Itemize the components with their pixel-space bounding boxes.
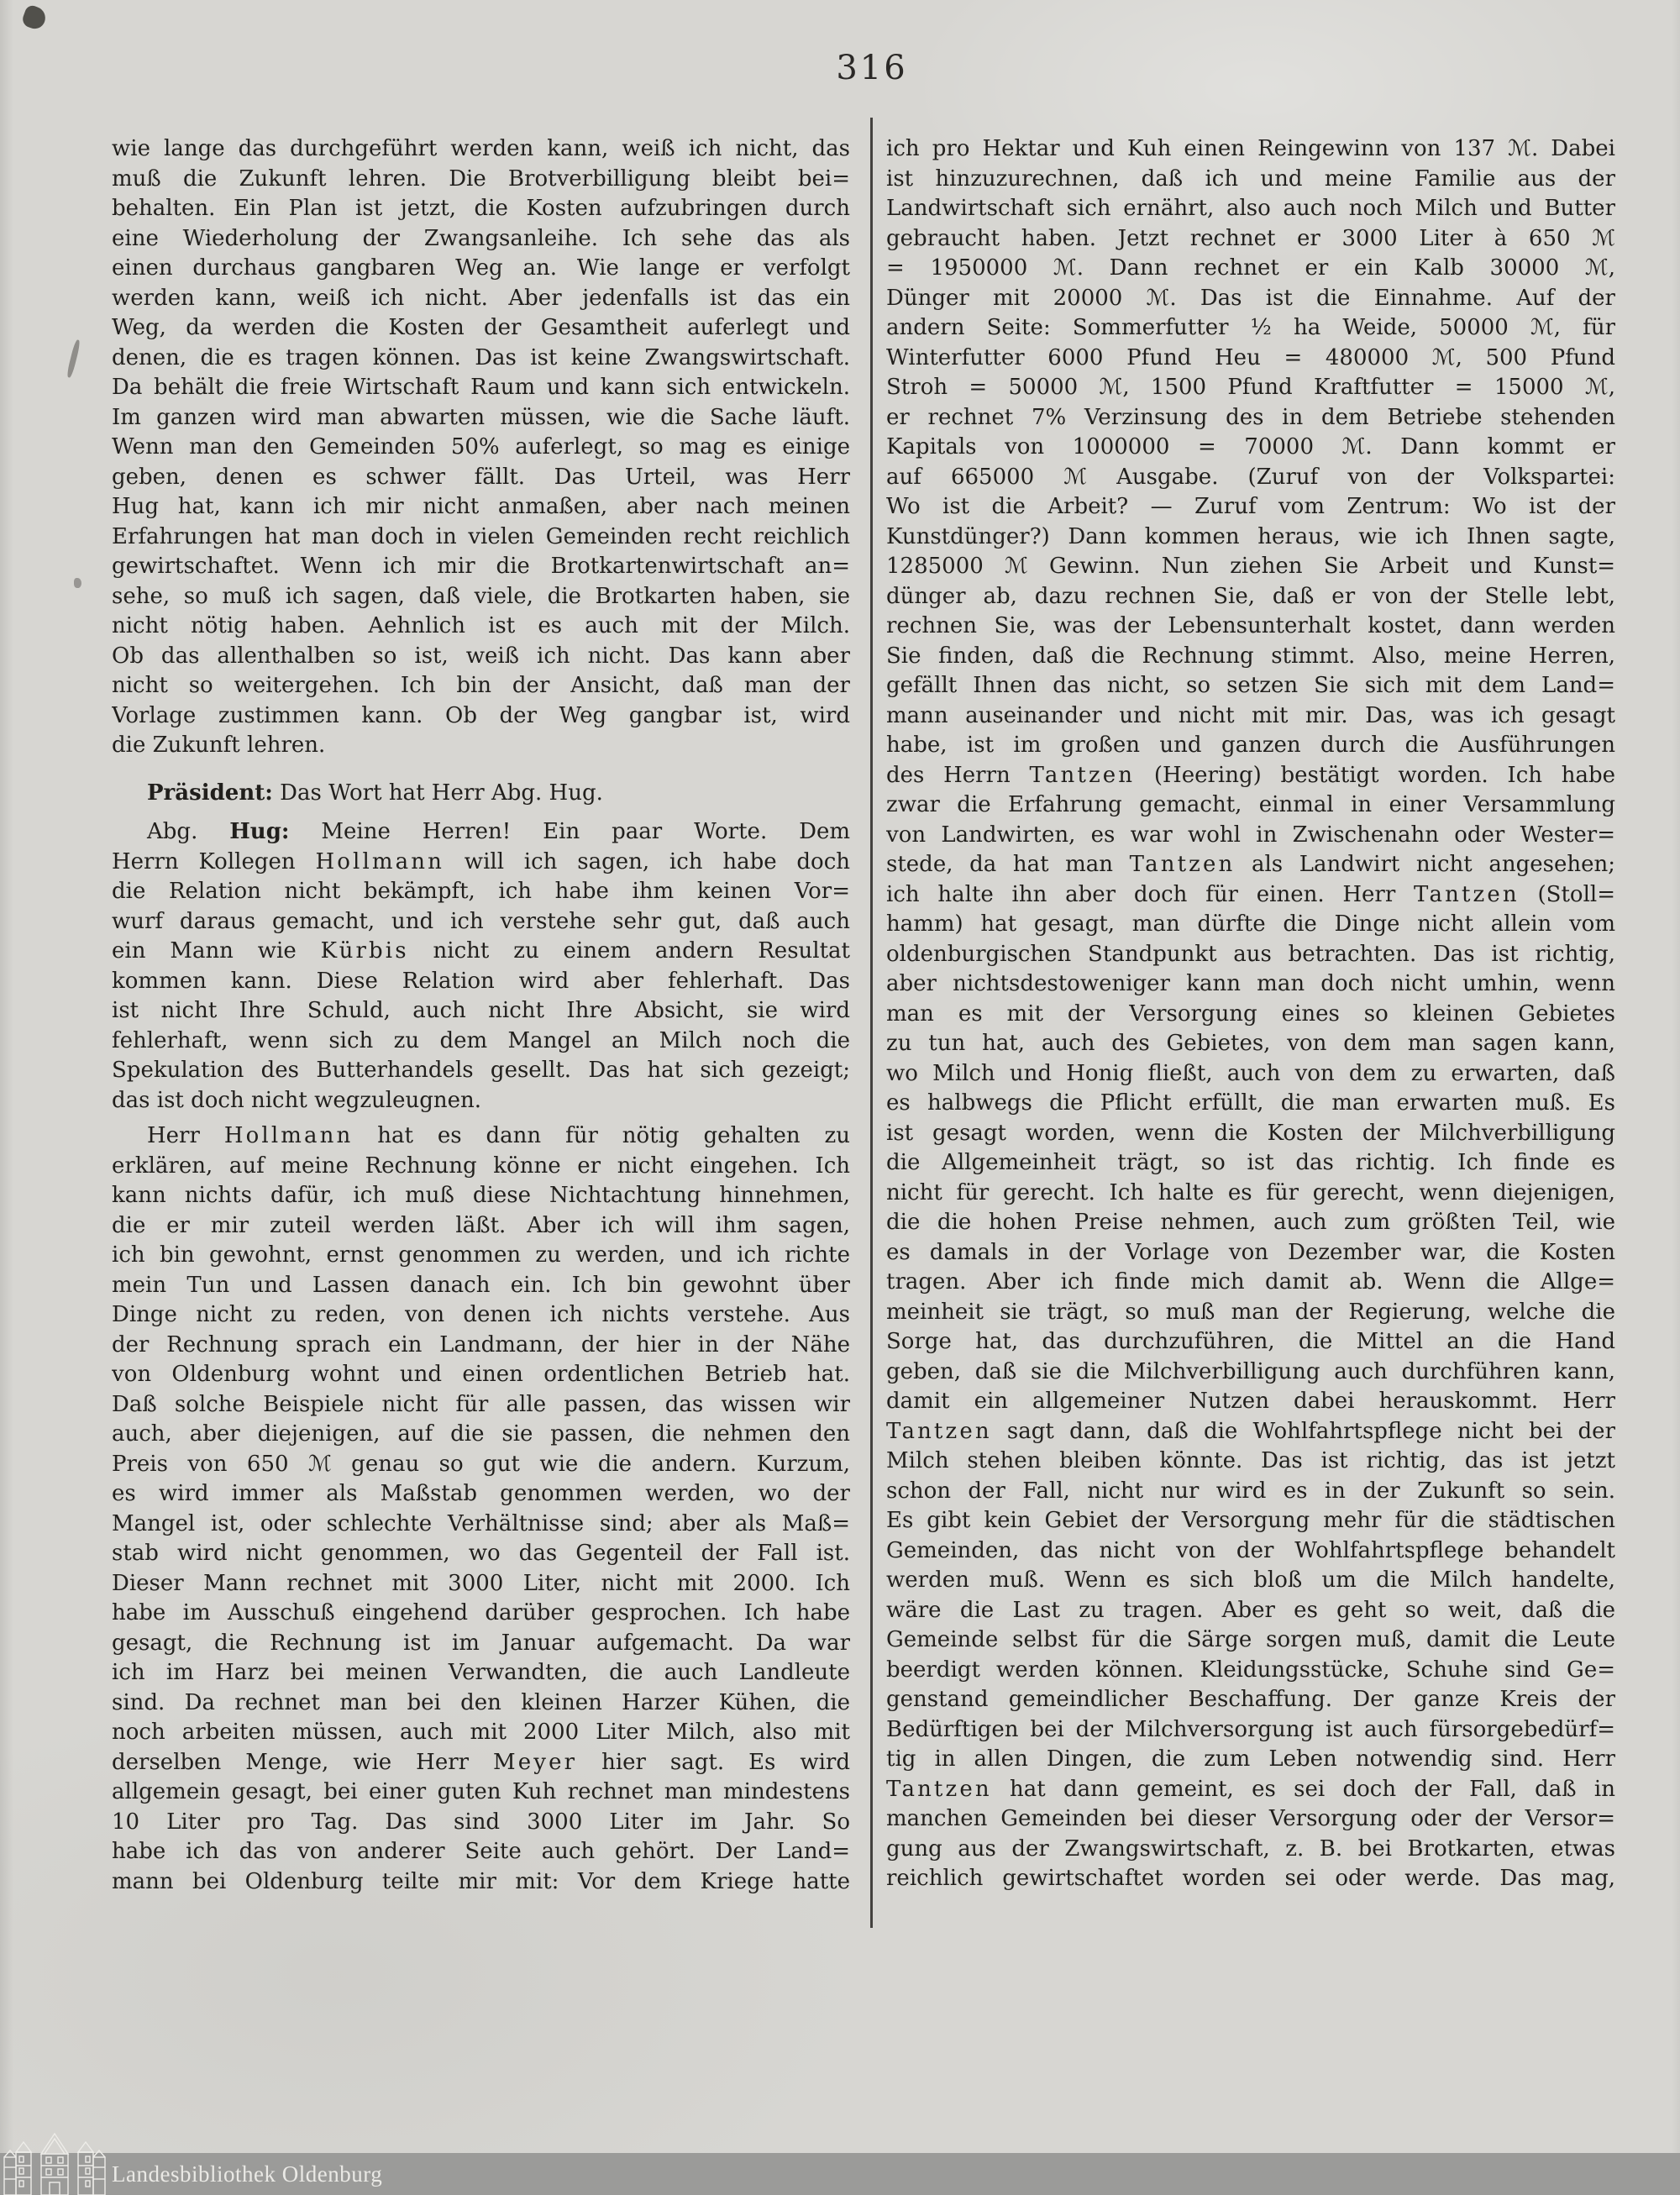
text-line: dünger ab, dazu rechnen Sie, daß er von der Stelle lebt, xyxy=(886,583,1615,609)
text-line: des Herrn Tantzen (Heering) bestätigt worden. Ich habe xyxy=(886,762,1615,788)
text-line: gewirtschaftet. Wenn ich mir die Brotkartenwirtschaft an= xyxy=(112,554,850,579)
text-line: beerdigt werden können. Kleidungsstücke, Schuhe sind Ge= xyxy=(886,1657,1615,1683)
text-line: geben, daß sie die Milchverbilligung auch durchführen kann, xyxy=(886,1358,1615,1384)
text-line: wurf daraus gemacht, und ich verstehe sehr gut, daß auch xyxy=(112,908,850,934)
text-line: damit ein allgemeiner Nutzen dabei herauskommt. Herr xyxy=(886,1389,1615,1414)
text-line: Stroh = 50000 ℳ, 1500 Pfund Kraftfutter = 15000 ℳ, xyxy=(886,375,1615,400)
text-line: Dieser Mann rechnet mit 3000 Liter, nicht mit 2000. Ich xyxy=(112,1570,850,1596)
text-line: = 1950000 ℳ. Dann rechnet er ein Kalb 30000 ℳ, xyxy=(886,255,1615,281)
text-line: Landwirtschaft sich ernährt, also auch noch Milch und Butter xyxy=(886,196,1615,221)
text-line: Wenn man den Gemeinden 50% auferlegt, so mag es einige xyxy=(112,434,850,459)
text-line: habe, ist im großen und ganzen durch die Ausführungen xyxy=(886,733,1615,758)
text-line: auch, aber diejenigen, auf die sie passen, die nehmen den xyxy=(112,1421,850,1447)
text-line: gefällt Ihnen das nicht, so setzen Sie sich mit dem Land= xyxy=(886,673,1615,698)
text-line: ist hinzuzurechnen, daß ich und meine Familie aus der xyxy=(886,165,1615,192)
text-line: aber nichtsdestoweniger kann man doch nicht umhin, wenn xyxy=(886,971,1615,996)
text-line: ich pro Hektar und Kuh einen Reingewinn von 137 ℳ. Dabei xyxy=(886,136,1615,161)
text-line: die Zukunft lehren. xyxy=(112,733,326,758)
paper-speck xyxy=(74,578,81,588)
text-line: mann bei Oldenburg teilte mir mit: Vor dem Kriege hatte xyxy=(112,1868,850,1894)
text-line: reichlich gewirtschaftet worden sei oder werde. Das mag, xyxy=(886,1866,1615,1891)
text-line: er rechnet 7% Verzinsung des in dem Betriebe stehenden xyxy=(886,404,1615,430)
emphasized-name: Tantzen xyxy=(886,1418,992,1444)
text-line: es damals in der Vorlage von Dezember war, die Kosten xyxy=(886,1239,1615,1265)
text-line: Bedürftigen bei der Milchversorgung ist auch fürsorgebedürf= xyxy=(886,1716,1615,1742)
text-line: 10 Liter pro Tag. Das sind 3000 Liter im Jahr. So xyxy=(112,1809,850,1835)
text-line: ist gesagt worden, wenn die Kosten der Milchverbilligung xyxy=(886,1120,1615,1146)
text-line: Weg, da werden die Kosten der Gesamtheit auferlegt und xyxy=(112,315,850,340)
library-building-icon xyxy=(3,2129,107,2195)
text-line: ich bin gewohnt, ernst genommen zu werden, und ich richte xyxy=(112,1242,850,1268)
text-line: werden muß. Wenn es sich bloß um die Milch handelte, xyxy=(886,1567,1615,1593)
text-line: geben, denen es schwer fällt. Das Urteil, was Herr xyxy=(112,464,850,490)
text-line: Daß solche Beispiele nicht für alle passen, das wissen wir xyxy=(112,1391,850,1417)
text-line: Es gibt kein Gebiet der Versorgung mehr für die städtischen xyxy=(886,1508,1615,1533)
text-line: noch arbeiten müssen, auch mit 2000 Liter Milch, also mit xyxy=(112,1720,850,1745)
text-line: rechnen Sie, was der Lebensunterhalt kostet, dann werden xyxy=(886,613,1615,638)
text-line: Dünger mit 20000 ℳ. Das ist die Einnahme. Auf der xyxy=(886,285,1615,311)
emphasized-name: Tantzen xyxy=(1414,881,1520,907)
emphasized-name: Tantzen xyxy=(1029,762,1136,788)
paragraph xyxy=(112,817,850,1116)
text-line: zu tun hat, auch des Gebietes, von dem man sagen kann, xyxy=(886,1031,1615,1056)
text-line: genstand gemeindlicher Beschaffung. Der ganze Kreis der xyxy=(886,1687,1615,1712)
emphasized-name: Hollmann xyxy=(223,1123,354,1148)
emphasized-name: Tantzen xyxy=(886,1776,992,1802)
paragraph xyxy=(112,1121,850,1897)
text-line: Da behält die freie Wirtschaft Raum und kann sich entwickeln. xyxy=(112,375,850,400)
text-line: man es mit der Versorgung eines so kleinen Gebietes xyxy=(886,1000,1615,1027)
text-line: die er mir zuteil werden läßt. Aber ich will ihm sagen, xyxy=(112,1212,850,1238)
text-line: Im ganzen wird man abwarten müssen, wie die Sache läuft. xyxy=(112,404,850,430)
text-line: die die hohen Preise nehmen, auch zum größten Teil, wie xyxy=(886,1210,1615,1235)
text-line: Erfahrungen hat man doch in vielen Gemeinden recht reichlich xyxy=(112,523,850,549)
text-line: Herrn Kollegen Hollmann will ich sagen, ich habe doch xyxy=(112,848,850,874)
text-line: gesagt, die Rechnung ist im Januar aufgemacht. Da war xyxy=(112,1630,850,1656)
text-line: mann auseinander und nicht mit mir. Das, was ich gesagt xyxy=(886,702,1615,728)
text-line: stede, da hat man Tantzen als Landwirt nicht angesehen; xyxy=(886,852,1615,877)
text-line: 1285000 ℳ Gewinn. Nun ziehen Sie Arbeit und Kunst= xyxy=(886,554,1615,579)
text-line: Hug hat, kann ich mir nicht anmaßen, aber nach meinen xyxy=(112,494,850,519)
text-line: mein Tun und Lassen danach ein. Ich bin gewohnt über xyxy=(112,1272,850,1298)
text-line: Kunstdünger?) Dann kommen heraus, wie ich Ihnen sagte, xyxy=(886,523,1615,549)
text-line: nicht für gerecht. Ich halte es für gerecht, wenn diejenigen, xyxy=(886,1179,1615,1205)
text-line: Sorge hat, das durchzuführen, die Mittel an die Hand xyxy=(886,1329,1615,1354)
speaker-name: Hug: xyxy=(229,819,290,844)
text-line: wie lange das durchgeführt werden kann, weiß ich nicht, das xyxy=(112,136,850,161)
text-line: wo Milch und Honig fließt, auch von dem zu erwarten, daß xyxy=(886,1060,1615,1086)
text-line: Tantzen sagt dann, daß die Wohlfahrtspflege nicht bei der xyxy=(886,1418,1615,1444)
paragraph xyxy=(112,779,850,809)
text-line: denen, die es tragen können. Das ist keine Zwangswirtschaft. xyxy=(112,344,850,370)
text-line: ich im Harz bei meinen Verwandten, die auch Landleute xyxy=(112,1660,850,1685)
library-watermark-label: Landesbibliothek Oldenburg xyxy=(112,2161,383,2187)
text-line: Mangel ist, oder schlechte Verhältnisse sind; aber als Maß= xyxy=(112,1510,850,1536)
text-line: hamm) hat gesagt, man dürfte die Dinge nicht allein vom xyxy=(886,911,1615,937)
text-line: tig in allen Dingen, die zum Leben notwendig sind. Herr xyxy=(886,1746,1615,1772)
text-line: Präsident: Das Wort hat Herr Abg. Hug. xyxy=(147,780,603,806)
text-line: das ist doch nicht wegzuleugnen. xyxy=(112,1087,482,1113)
text-line: Herr Hollmann hat es dann für nötig gehalten zu xyxy=(147,1123,850,1148)
right-column xyxy=(886,134,1615,1894)
left-column xyxy=(112,134,850,1897)
text-line: Sie finden, daß die Rechnung stimmt. Also, meine Herren, xyxy=(886,643,1615,669)
text-line: oldenburgischen Standpunkt aus betrachten. Das ist richtig, xyxy=(886,941,1615,967)
text-line: stab wird nicht genommen, wo das Gegenteil der Fall ist. xyxy=(112,1541,850,1566)
speaker-name: Präsident: xyxy=(147,780,273,806)
text-line: Dinge nicht zu reden, von denen ich nichts verstehe. Aus xyxy=(112,1302,850,1327)
text-line: behalten. Ein Plan ist jetzt, die Kosten aufzubringen durch xyxy=(112,196,850,221)
text-line: Tantzen hat dann gemeint, es sei doch der Fall, daß in xyxy=(886,1776,1615,1802)
text-line: kann nichts dafür, ich muß diese Nichtachtung hinnehmen, xyxy=(112,1183,850,1208)
text-line: Ob das allenthalben so ist, weiß ich nicht. Das kann aber xyxy=(112,643,850,669)
emphasized-name: Hollmann xyxy=(315,848,445,874)
text-line: werden kann, weiß ich nicht. Aber jedenfalls ist das ein xyxy=(112,285,850,311)
text-line: Gemeinden, das nicht von der Wohlfahrtspflege behandelt xyxy=(886,1537,1615,1563)
text-line: Wo ist die Arbeit? — Zuruf vom Zentrum: Wo ist der xyxy=(886,494,1615,519)
text-line: von Landwirten, es war wohl in Zwischenahn oder Wester= xyxy=(886,822,1615,848)
text-line: auf 665000 ℳ Ausgabe. (Zuruf von der Volkspartei: xyxy=(886,464,1615,490)
text-line: erklären, auf meine Rechnung könne er nicht eingehen. Ich xyxy=(112,1153,850,1179)
text-line: manchen Gemeinden bei dieser Versorgung oder der Versor= xyxy=(886,1806,1615,1831)
text-line: Preis von 650 ℳ genau so gut wie die andern. Kurzum, xyxy=(112,1451,850,1477)
text-line: eine Wiederholung der Zwangsanleihe. Ich sehe das als xyxy=(112,225,850,251)
text-line: Abg. Hug: Meine Herren! Ein paar Worte. Dem xyxy=(147,819,850,844)
text-line: derselben Menge, wie Herr Meyer hier sagt. Es wird xyxy=(112,1749,850,1775)
text-line: kommen kann. Diese Relation wird aber fehlerhaft. Das xyxy=(112,968,850,994)
text-line: ich halte ihn aber doch für einen. Herr Tantzen (Stoll= xyxy=(886,881,1615,907)
text-line: andern Seite: Sommerfutter ½ ha Weide, 50000 ℳ, für xyxy=(886,315,1615,340)
emphasized-name: Kürbis xyxy=(320,938,409,964)
text-line: muß die Zukunft lehren. Die Brotverbilligung bleibt bei= xyxy=(112,165,850,192)
paragraph xyxy=(112,134,850,761)
column-divider-rule xyxy=(870,118,873,1928)
text-line: tragen. Aber ich finde mich damit ab. Wenn die Allge= xyxy=(886,1269,1615,1294)
text-line: allgemein gesagt, bei einer guten Kuh rechnet man mindestens xyxy=(112,1779,850,1804)
text-line: die Relation nicht bekämpft, ich habe ihm keinen Vor= xyxy=(112,879,850,904)
text-line: es halbwegs die Pflicht erfüllt, die man erwarten muß. Es xyxy=(886,1090,1615,1116)
text-line: die Allgemeinheit trägt, so ist das richtig. Ich finde es xyxy=(886,1150,1615,1175)
text-line: ein Mann wie Kürbis nicht zu einem andern Resultat xyxy=(112,938,850,964)
text-line: Spekulation des Butterhandels gesellt. Das hat sich gezeigt; xyxy=(112,1058,850,1083)
emphasized-name: Tantzen xyxy=(1129,852,1236,877)
text-line: Vorlage zustimmen kann. Ob der Weg gangbar ist, wird xyxy=(112,702,850,728)
text-line: der Rechnung sprach ein Landmann, der hier in der Nähe xyxy=(112,1331,850,1357)
text-line: es wird immer als Maßstab genommen werden, wo der xyxy=(112,1481,850,1506)
paragraph xyxy=(886,134,1615,1894)
text-line: sind. Da rechnet man bei den kleinen Harzer Kühen, die xyxy=(112,1689,850,1715)
text-line: ist nicht Ihre Schuld, auch nicht Ihre Absicht, sie wird xyxy=(112,998,850,1023)
text-line: Kapitals von 1000000 = 70000 ℳ. Dann kommt er xyxy=(886,434,1615,459)
page-number: 316 xyxy=(836,49,908,87)
text-line: nicht so weitergehen. Ich bin der Ansicht, daß man der xyxy=(112,673,850,698)
text-line: einen durchaus gangbaren Weg an. Wie lange er verfolgt xyxy=(112,255,850,281)
text-line: nicht nötig haben. Aehnlich ist es auch mit der Milch. xyxy=(112,613,850,638)
text-line: fehlerhaft, wenn sich zu dem Mangel an Milch noch die xyxy=(112,1027,850,1053)
text-line: habe ich das von anderer Seite auch gehört. Der Land= xyxy=(112,1839,850,1864)
emphasized-name: Meyer xyxy=(493,1749,578,1775)
text-line: habe im Ausschuß eingehend darüber gesprochen. Ich habe xyxy=(112,1600,850,1625)
text-line: Winterfutter 6000 Pfund Heu = 480000 ℳ, 500 Pfund xyxy=(886,344,1615,370)
text-line: schon der Fall, nicht nur wird es in der Zukunft so sein. xyxy=(886,1478,1615,1504)
text-line: Milch stehen bleiben könnte. Das ist richtig, das ist jetzt xyxy=(886,1448,1615,1473)
text-line: wäre die Last zu tragen. Aber es geht so weit, daß die xyxy=(886,1597,1615,1623)
text-line: Gemeinde selbst für die Särge sorgen muß, damit die Leute xyxy=(886,1627,1615,1652)
text-line: zwar die Erfahrung gemacht, einmal in einer Versammlung xyxy=(886,792,1615,817)
text-line: meinheit sie trägt, so muß man der Regierung, welche die xyxy=(886,1299,1615,1325)
text-line: sehe, so muß ich sagen, daß viele, die Brotkarten haben, sie xyxy=(112,583,850,609)
text-line: gebraucht haben. Jetzt rechnet er 3000 Liter à 650 ℳ xyxy=(886,225,1615,251)
text-line: von Oldenburg wohnt und einen ordentlichen Betrieb hat. xyxy=(112,1362,850,1387)
text-line: gung aus der Zwangswirtschaft, z. B. bei Brotkarten, etwas xyxy=(886,1835,1615,1862)
